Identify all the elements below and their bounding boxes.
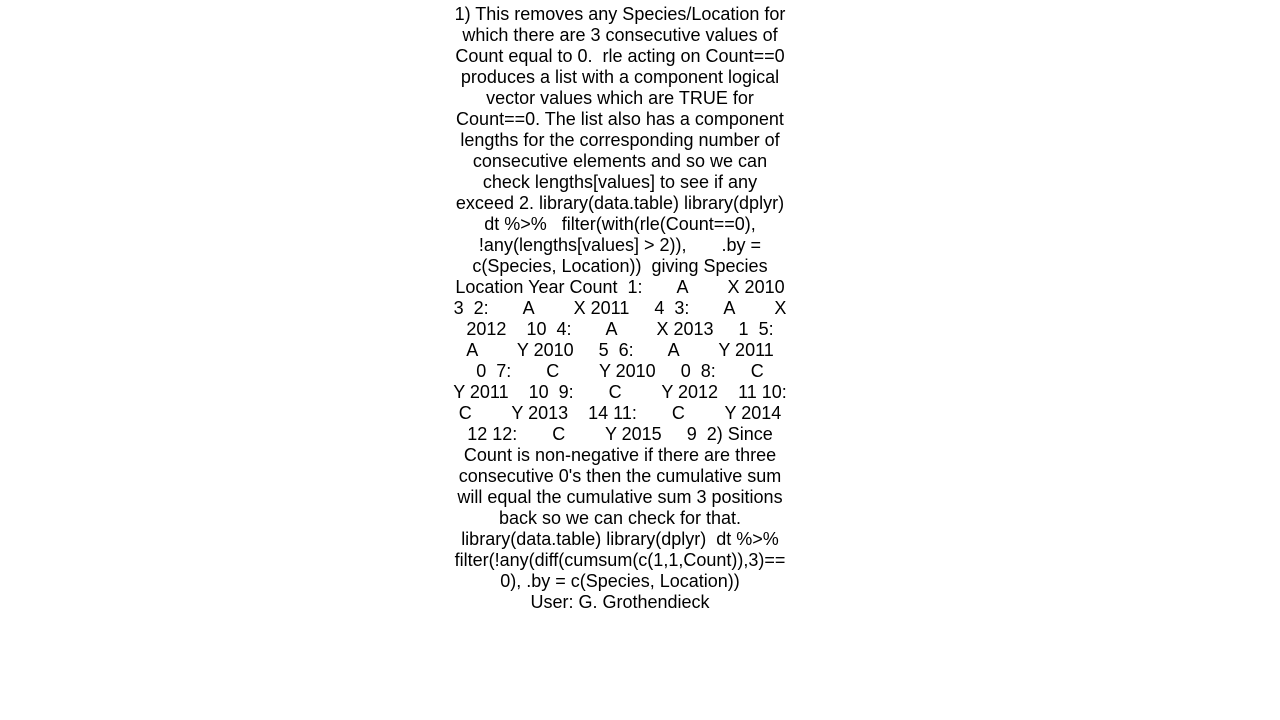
part1-explanation: 1) This removes any Species/Location for which there are 3 consecutive values of Count equal to 0. rle acting on Count==0 produces a list with a component logical vector values which are TRUE for Count==0. The list also has a component lengths for the corresponding number of consecutive elements and so we can check lengths[values] to see if any exceed 2. (454, 4, 791, 213)
code-snippet-rle: library(data.table) library(dplyr) dt %>% filter(with(rle(Count==0), !any(lengths[values] > 2)), .by = c(Species, Location)) (472, 193, 795, 276)
answer-text-block (452, 4, 822, 613)
part2-explanation: 2) Since Count is non-negative if there are three consecutive 0's then the cumulative sum will equal the cumulative sum 3 positions back so we can check for that. (457, 424, 788, 528)
output-table: Species Location Year Count 1: A X 2010 3 2: A X 2011 4 3: A X 2012 10 4: A X 2013 1 5: A Y 2010 5 6: A Y 2011 0 7: C Y 2010 0 8: C Y 2011 10 9: C Y 2012 11 10: C Y 2013 14 11: C Y 2014 12 12: C Y 2015 9 (453, 256, 822, 444)
code-snippet-cumsum: library(data.table) library(dplyr) dt %>% filter(!any(diff(cumsum(c(1,1,Count)),3)==0), .by = c(Species, Location)) (454, 529, 794, 591)
giving-label: giving (641, 256, 704, 276)
answer-author: User: G. Grothendieck (530, 592, 710, 612)
